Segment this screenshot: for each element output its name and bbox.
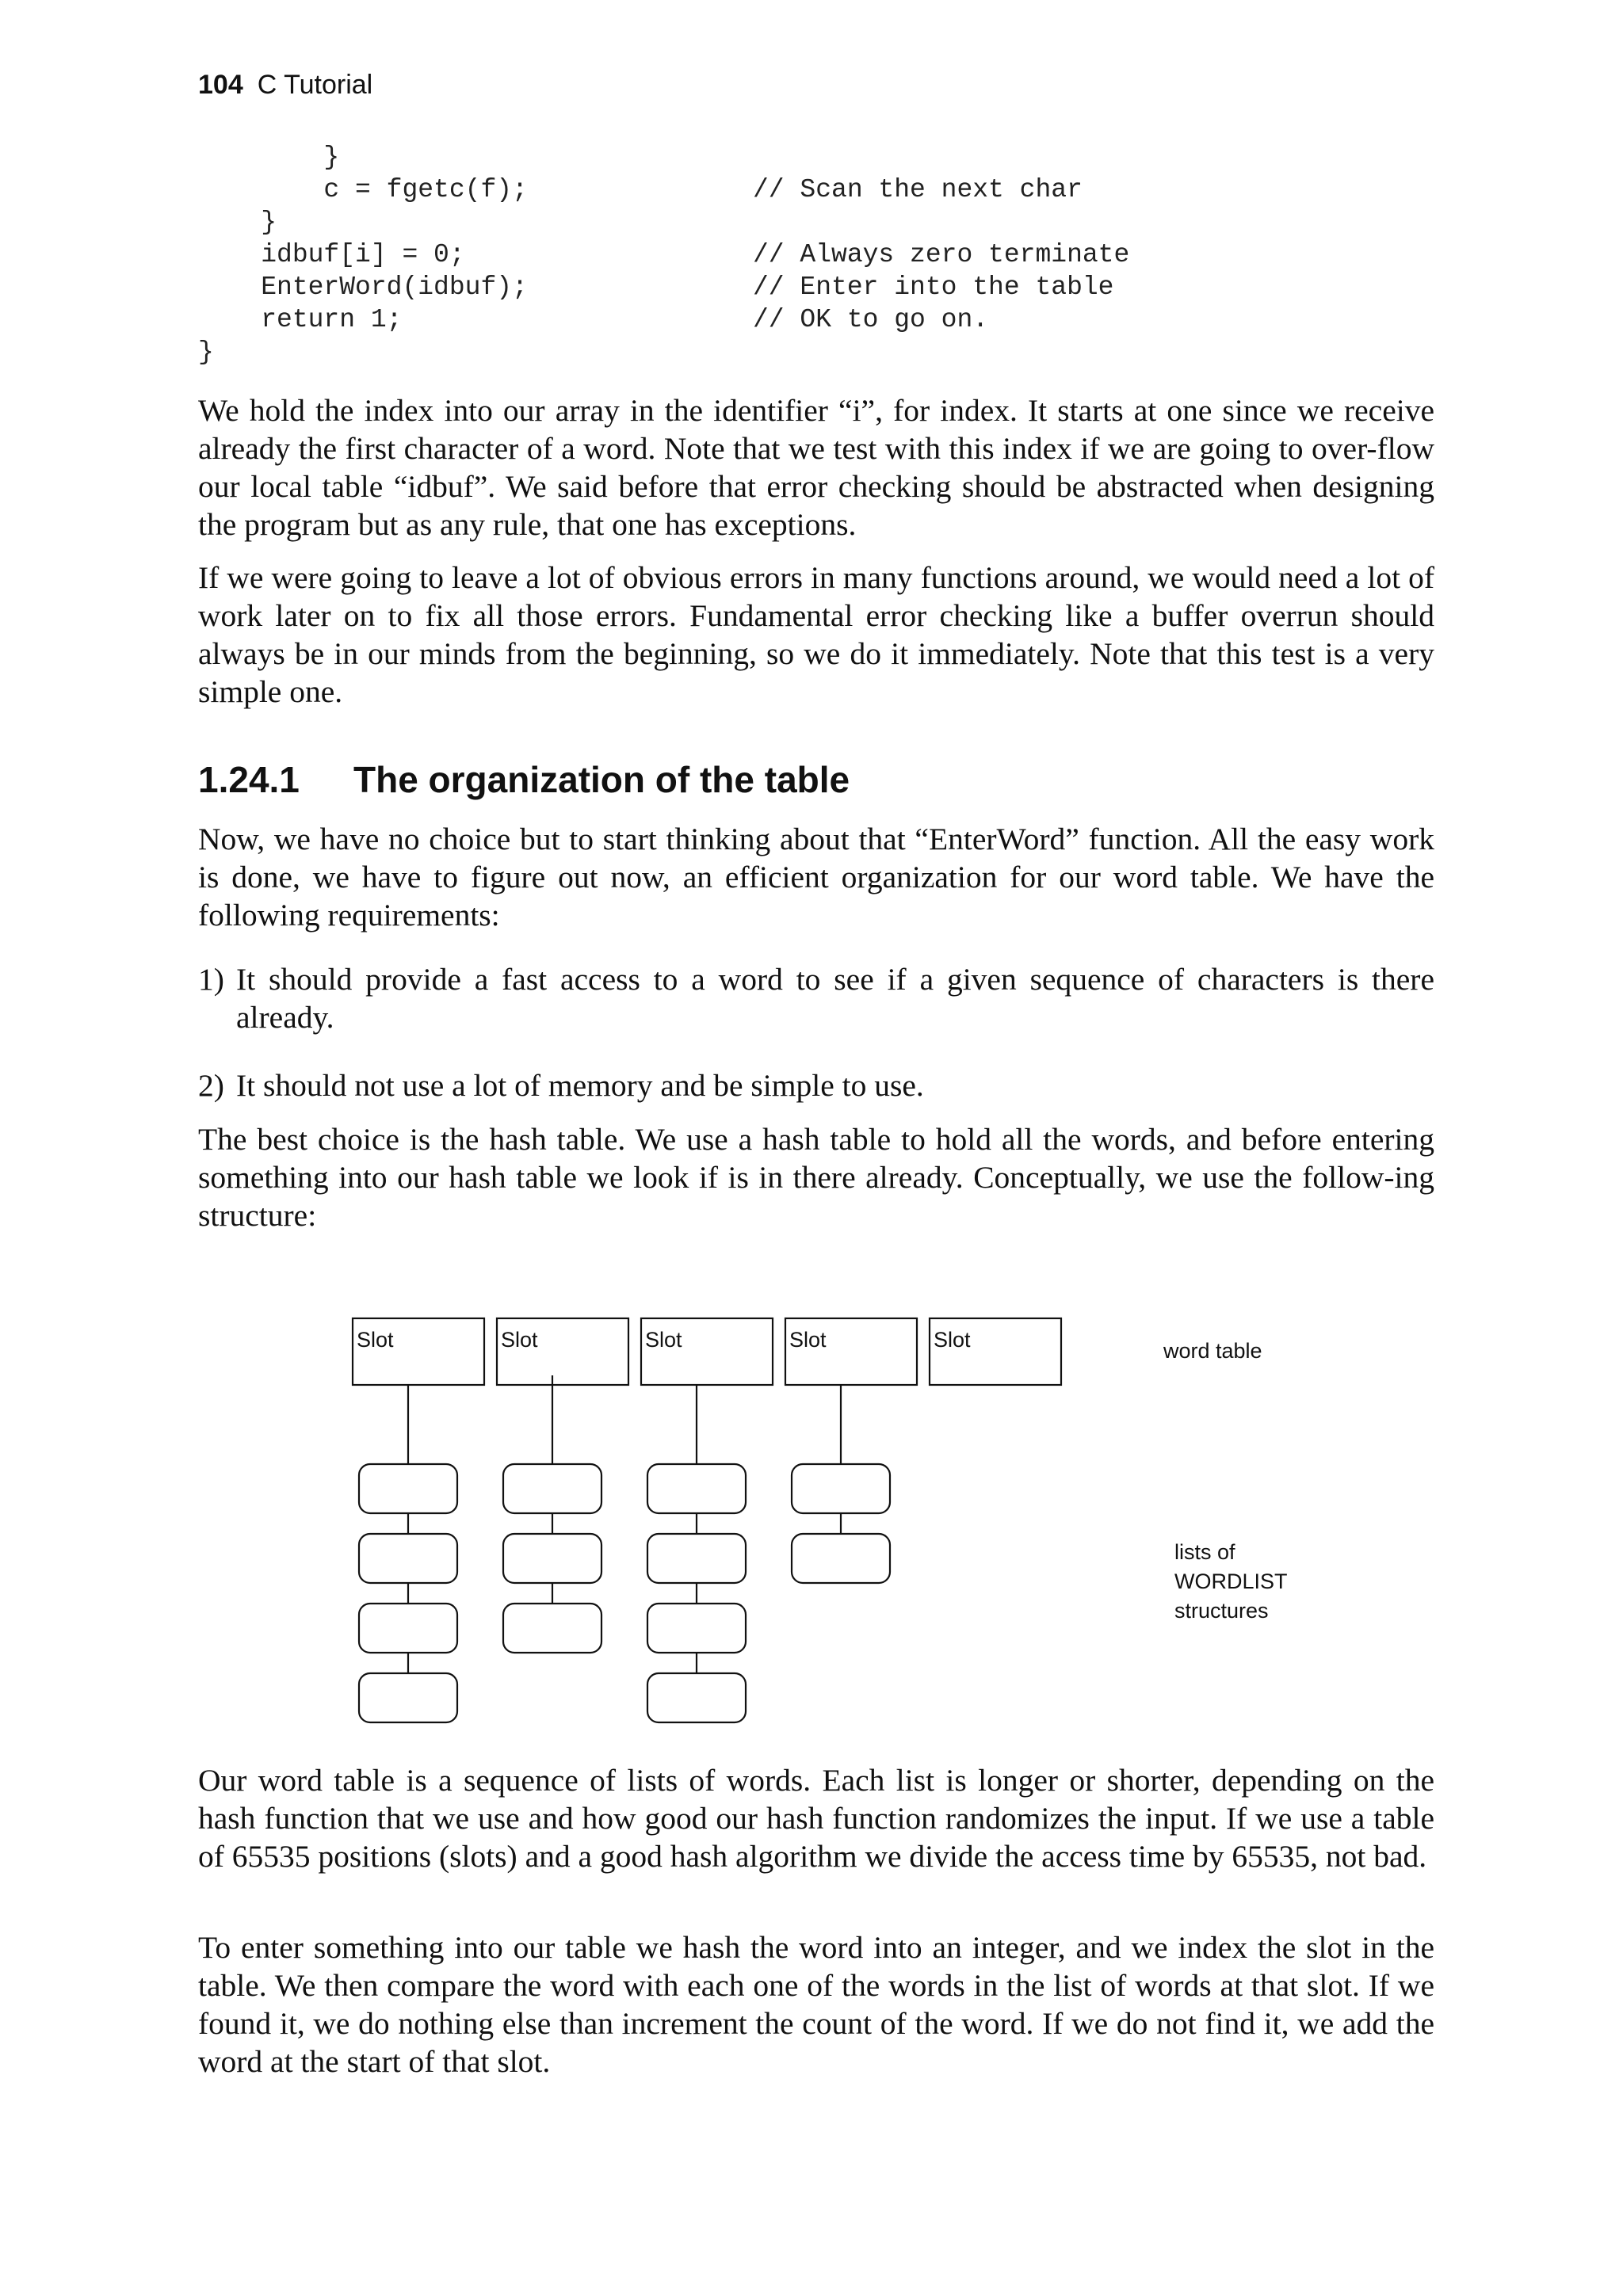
list-text: It should not use a lot of memory and be simple to use. [236,1068,924,1103]
paragraph: To enter something into our table we hash the word into an integer, and we index the slot in the table. We then compare the word with each one of the words in the list of words at that slot. If we found it, we do nothing else than increment the count of the word. If we do not find it, we add the word at the start of that slot. [198,1930,1434,2079]
requirement-item [198,1066,1434,1104]
wordlist-node [359,1673,457,1722]
slot-label: Slot [934,1328,971,1352]
wordlist-node [647,1534,746,1583]
code-statement: return 1; [198,305,403,334]
section-number: 1.24.1 [198,759,300,800]
wordlist-node [792,1464,890,1513]
lists-label: lists of [1174,1540,1235,1564]
paragraph: If we were going to leave a lot of obvious errors in many functions around, we would need a lot of work later on to fix all those errors. Fundamental error checking like a buffer overrun should always be in our minds from the beginning, so we do it immediately. Note that this test is a very simple one. [198,560,1434,709]
list-marker: 1) [198,962,224,997]
slot-label: Slot [357,1328,394,1352]
wordlist-node [647,1464,746,1513]
hash-table-diagram [0,1283,1623,1727]
paragraph: Our word table is a sequence of lists of words. Each list is longer or shorter, depending on the hash function that we use and how good our hash function randomizes the input. If we use a table of 65535 positions (slots) and a good hash algorithm we divide the access time by 65535, not bad. [198,1763,1434,1874]
wordlist-node [359,1534,457,1583]
code-comment: // OK to go on. [753,305,989,334]
lists-label: structures [1174,1599,1269,1623]
wordlist-node [647,1604,746,1653]
code-comment: // Scan the next char [753,175,1083,204]
wordlist-node [359,1464,457,1513]
code-statement: c = fgetc(f); [198,175,528,204]
wordlist-node [359,1604,457,1653]
code-statement: } [198,208,277,237]
wordlist-node [792,1534,890,1583]
paragraph: We hold the index into our array in the identifier “i”, for index. It starts at one since we receive already the first character of a word. Note that we test with this index if we are going to over-flow our local table “idbuf”. We said before that error checking should be abstracted when designing the program but as any rule, that one has exceptions. [198,393,1434,542]
slot-label: Slot [789,1328,827,1352]
lists-label: WORDLIST [1174,1569,1288,1593]
code-statement: EnterWord(idbuf); [198,273,528,302]
wordlist-node [503,1534,601,1583]
paragraph: The best choice is the hash table. We use a hash table to hold all the words, and before entering something into our hash table we look if is in there already. Conceptually, we use the follow-ing structure: [198,1122,1434,1233]
paragraph: Now, we have no choice but to start thinking about that “EnterWord” function. All the easy work is done, we have to figure out now, an efficient organization for our word table. We have the following requirements: [198,822,1434,933]
section-title: The organization of the table [353,759,850,800]
list-marker: 2) [198,1068,224,1103]
running-header [198,70,372,101]
wordlist-node [503,1464,601,1513]
slot-label: Slot [645,1328,682,1352]
wordlist-node [647,1673,746,1722]
book-title: C Tutorial [257,70,373,100]
list-text: It should provide a fast access to a word to see if a given sequence of characters is there already. [236,962,1434,1035]
page-number: 104 [198,70,243,100]
wordlist-node [503,1604,601,1653]
slot-label: Slot [501,1328,538,1352]
code-comment: // Enter into the table [753,273,1114,302]
word-table-label: word table [1163,1339,1262,1363]
code-comment: // Always zero terminate [753,240,1130,269]
code-statement: } [198,143,340,172]
requirement-item [198,960,1434,1036]
code-statement: } [198,338,214,367]
code-statement: idbuf[i] = 0; [198,240,465,269]
section-heading [198,757,850,802]
